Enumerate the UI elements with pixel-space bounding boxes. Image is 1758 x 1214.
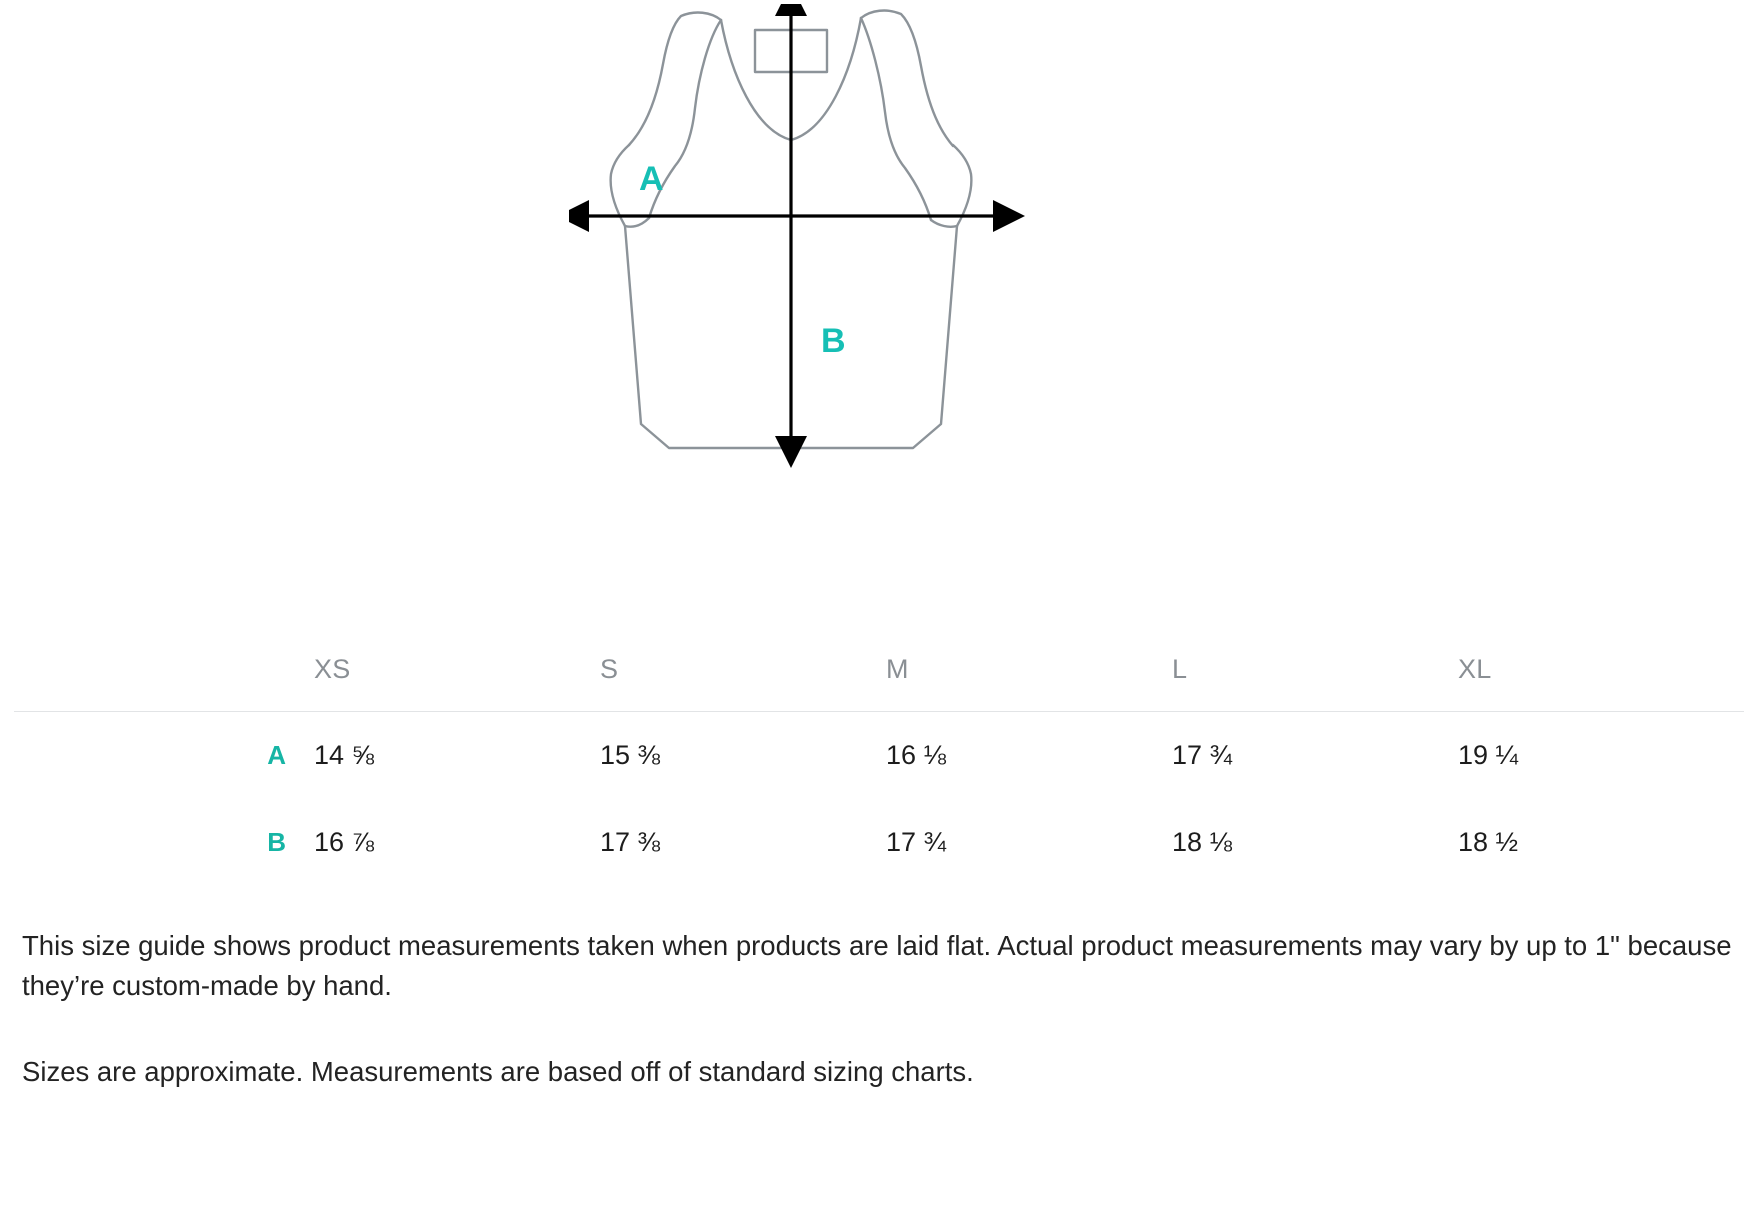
measure-b-m: 17 ¾: [886, 827, 947, 857]
table-corner-cell: [14, 640, 314, 712]
size-guide-notes: [0, 926, 1758, 1092]
table-row: [14, 712, 1744, 800]
note-measurements-disclaimer: This size guide shows product measurements taken when products are laid flat. Actual product measurements may vary by up to 1" because they’re custom-made by hand.: [22, 930, 1732, 1001]
measure-a-s: 15 ⅜: [600, 740, 661, 770]
size-chart-body: [14, 712, 1744, 887]
size-header-xs: XS: [314, 640, 600, 712]
measurement-arrows: [589, 16, 993, 436]
size-header-m: M: [886, 640, 1172, 712]
tank-top-illustration: [569, 4, 1189, 624]
diagram-label-b: B: [821, 322, 846, 360]
size-header-xl: XL: [1458, 640, 1744, 712]
measure-b-s: 17 ⅜: [600, 827, 661, 857]
row-label-b: B: [267, 827, 286, 857]
measure-b-l: 18 ⅛: [1172, 827, 1233, 857]
measure-a-xs: 14 ⅝: [314, 740, 375, 770]
size-chart-header-row: [14, 640, 1744, 712]
measure-a-l: 17 ¾: [1172, 740, 1233, 770]
diagram-label-a: A: [639, 160, 664, 198]
row-label-a: A: [267, 740, 286, 770]
measure-b-xs: 16 ⅞: [314, 827, 375, 857]
note-sizes-approximate: Sizes are approximate. Measurements are based off of standard sizing charts.: [22, 1055, 974, 1087]
table-row: [14, 799, 1744, 886]
size-header-s: S: [600, 640, 886, 712]
measure-b-xl: 18 ½: [1458, 827, 1519, 857]
size-header-l: L: [1172, 640, 1458, 712]
measure-a-xl: 19 ¼: [1458, 740, 1519, 770]
measure-a-m: 16 ⅛: [886, 740, 947, 770]
size-chart-table: [14, 640, 1744, 886]
size-chart-head: [14, 640, 1744, 712]
